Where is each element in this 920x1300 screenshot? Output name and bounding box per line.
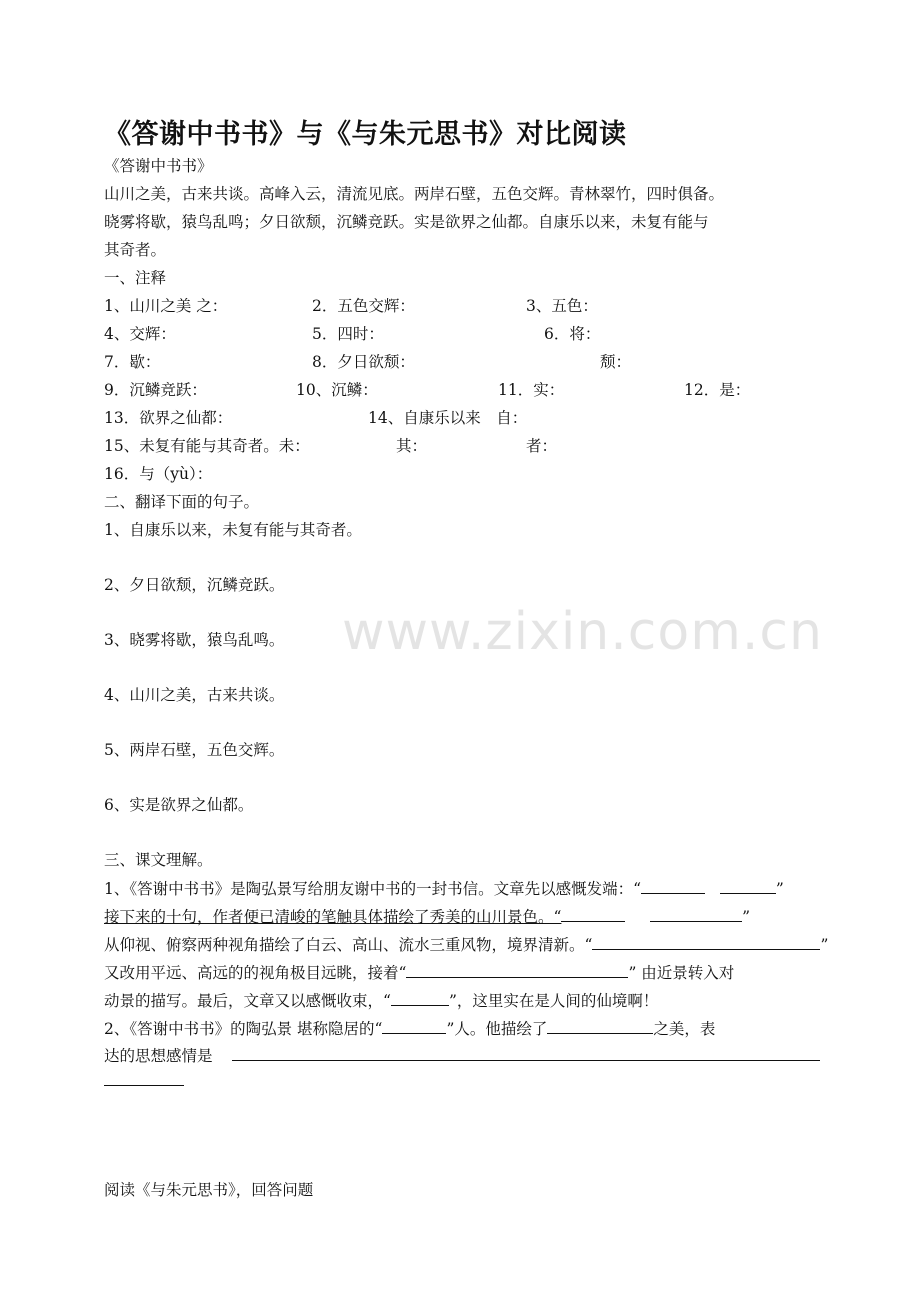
answer-blank[interactable]	[561, 906, 625, 922]
annotation-item: 11．实：	[498, 381, 565, 399]
question-text	[104, 934, 828, 955]
watermark-text: www.zixin.com.cn	[342, 602, 823, 662]
question-text	[104, 878, 784, 899]
question-text: ” 由近景转入对	[628, 964, 735, 982]
answer-blank[interactable]	[592, 934, 820, 950]
answer-blank[interactable]	[641, 878, 705, 894]
annotation-item: 其：	[396, 437, 428, 455]
answer-blank[interactable]	[650, 906, 742, 922]
section-heading: 三、课文理解。	[104, 851, 213, 869]
question-text: 之美，表	[653, 1020, 716, 1038]
page-title: 《答谢中书书》与《与朱元思书》对比阅读	[104, 119, 627, 150]
annotation-item: 1、山川之美 之：	[104, 297, 228, 315]
question-text: 1、《答谢中书书》是陶弘景写给朋友谢中书的一封书信。文章先以感慨发端：“	[104, 880, 642, 898]
section-heading: 一、注释	[104, 269, 167, 287]
question-text	[104, 1018, 715, 1039]
annotation-item: 12．是：	[684, 381, 751, 399]
question-text	[104, 906, 750, 927]
section-heading: 二、翻译下面的句子。	[104, 493, 260, 511]
annotation-item: 颓：	[600, 353, 632, 371]
answer-blank[interactable]	[232, 1060, 820, 1061]
passage-line: 其奇者。	[104, 241, 167, 259]
annotation-item: 3、五色：	[526, 297, 598, 315]
annotation-item: 6．将：	[544, 325, 601, 343]
annotation-item: 13．欲界之仙都：	[104, 409, 233, 427]
passage-line: 山川之美，古来共谈。高峰入云，清流见底。两岸石壁，五色交辉。青林翠竹，四时俱备。	[104, 185, 725, 203]
answer-blank[interactable]	[104, 1085, 184, 1086]
annotation-item: 9．沉鳞竞跃：	[104, 381, 207, 399]
passage-line: 晓雾将歇，猿鸟乱鸣；夕日欲颓，沉鳞竞跃。实是欲界之仙都。自康乐以来，未复有能与	[104, 213, 709, 231]
question-text	[104, 1046, 213, 1066]
translation-item: 1、自康乐以来，未复有能与其奇者。	[104, 521, 362, 539]
answer-blank[interactable]	[406, 962, 628, 978]
answer-blank[interactable]	[391, 990, 449, 1006]
annotation-item: 15、未复有能与其奇者。未：	[104, 437, 310, 455]
translation-item: 5、两岸石壁，五色交辉。	[104, 741, 285, 759]
annotation-item: 16．与（yù）：	[104, 465, 213, 483]
annotation-item: 4、交辉：	[104, 325, 176, 343]
translation-item: 6、实是欲界之仙都。	[104, 796, 254, 814]
reading-prompt: 阅读《与朱元思书》，回答问题	[104, 1181, 314, 1199]
translation-item: 2、夕日欲颓，沉鳞竞跃。	[104, 576, 285, 594]
answer-blank[interactable]	[547, 1018, 653, 1034]
question-text: 又改用平远、高远的的视角极目远眺，接着“	[104, 964, 407, 982]
question-text: ”	[775, 880, 784, 898]
answer-blank[interactable]	[720, 878, 776, 894]
question-text	[104, 990, 658, 1011]
question-text: ”，这里实在是人间的仙境啊！	[448, 992, 659, 1010]
passage-title: 《答谢中书书》	[104, 157, 213, 175]
translation-item: 3、晓雾将歇，猿鸟乱鸣。	[104, 631, 285, 649]
annotation-item: 5．四时：	[312, 325, 384, 343]
answer-blank[interactable]	[382, 1018, 446, 1034]
annotation-item: 者：	[526, 437, 558, 455]
question-text: 2、《答谢中书书》的陶弘景 堪称隐居的“	[104, 1020, 383, 1038]
annotation-item: 8．夕日欲颓：	[312, 353, 415, 371]
question-text: 从仰视、俯察两种视角描绘了白云、高山、流水三重风物，境界清新。“	[104, 936, 593, 954]
question-text: ”人。他描绘了	[446, 1020, 548, 1038]
annotation-item: 10、沉鳞：	[296, 381, 378, 399]
annotation-item: 7．歇：	[104, 353, 161, 371]
question-text: 达的思想感情是	[104, 1047, 213, 1065]
question-text: 动景的描写。最后，文章又以感慨收束，“	[104, 992, 391, 1010]
annotation-item: 14、自康乐以来 自：	[368, 409, 528, 427]
annotation-item: 2．五色交辉：	[312, 297, 415, 315]
question-text: 接下来的十句，作者便已清峻的笔触具体描绘了秀美的山川景色。“	[104, 908, 562, 926]
translation-item: 4、山川之美，古来共谈。	[104, 686, 285, 704]
question-text	[104, 962, 734, 983]
question-text: ”	[820, 936, 829, 954]
question-text: ”	[742, 908, 751, 926]
